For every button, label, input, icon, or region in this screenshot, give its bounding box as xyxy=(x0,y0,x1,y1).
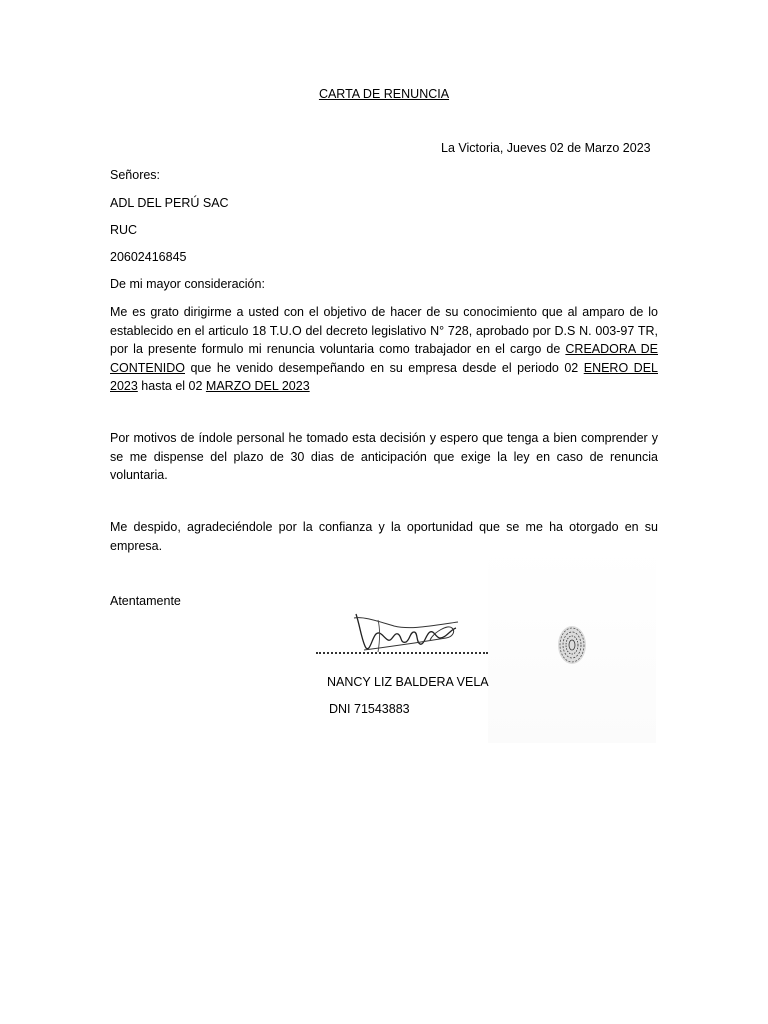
signer-dni: DNI 71543883 xyxy=(329,702,410,716)
end-date: MARZO DEL 2023 xyxy=(205,379,310,393)
company-name: ADL DEL PERÚ SAC xyxy=(110,196,229,210)
signature-line xyxy=(316,652,488,654)
p1-text-c: hasta el 02 xyxy=(137,379,206,393)
closing: Atentamente xyxy=(110,594,181,608)
handwritten-signature-icon xyxy=(350,608,462,654)
letter-title: CARTA DE RENUNCIA xyxy=(318,87,450,101)
signer-name: NANCY LIZ BALDERA VELA xyxy=(327,675,489,689)
p1-text-b: que he venido desempeñando en su empresa desde el periodo 02 xyxy=(185,360,584,375)
ruc-number: 20602416845 xyxy=(110,250,187,264)
paragraph-reason: Por motivos de índole personal he tomado esta decisión y espero que tenga a bien comprender y se me dispense del plazo de 30 dias de anticipación que exige la ley en caso de renuncia voluntaria. xyxy=(110,431,658,482)
date-line: La Victoria, Jueves 02 de Marzo 2023 xyxy=(441,141,651,155)
position-title: CREADORA DE CONTENIDO xyxy=(110,342,659,375)
ruc-label: RUC xyxy=(110,223,138,237)
start-date: ENERO DEL 2023 xyxy=(110,360,658,393)
salutation: Señores: xyxy=(110,168,161,182)
paragraph-resignation xyxy=(110,303,658,396)
paragraph-farewell: Me despido, agradeciéndole por la confianza y la oportunidad que se me ha otorgado en su empresa. xyxy=(110,520,658,553)
fingerprint-icon xyxy=(552,622,592,668)
p1-text-a: Me es grato dirigirme a usted con el objetivo de hacer de su conocimiento que al amparo de lo establecido en el articulo 18 T.U.O del decreto legislativo N° 728, aprobado por D.S N. 003-97 TR, por la presente formulo mi renuncia voluntaria como trabajador en el cargo de xyxy=(110,305,658,356)
consideration-line: De mi mayor consideración: xyxy=(110,277,265,291)
